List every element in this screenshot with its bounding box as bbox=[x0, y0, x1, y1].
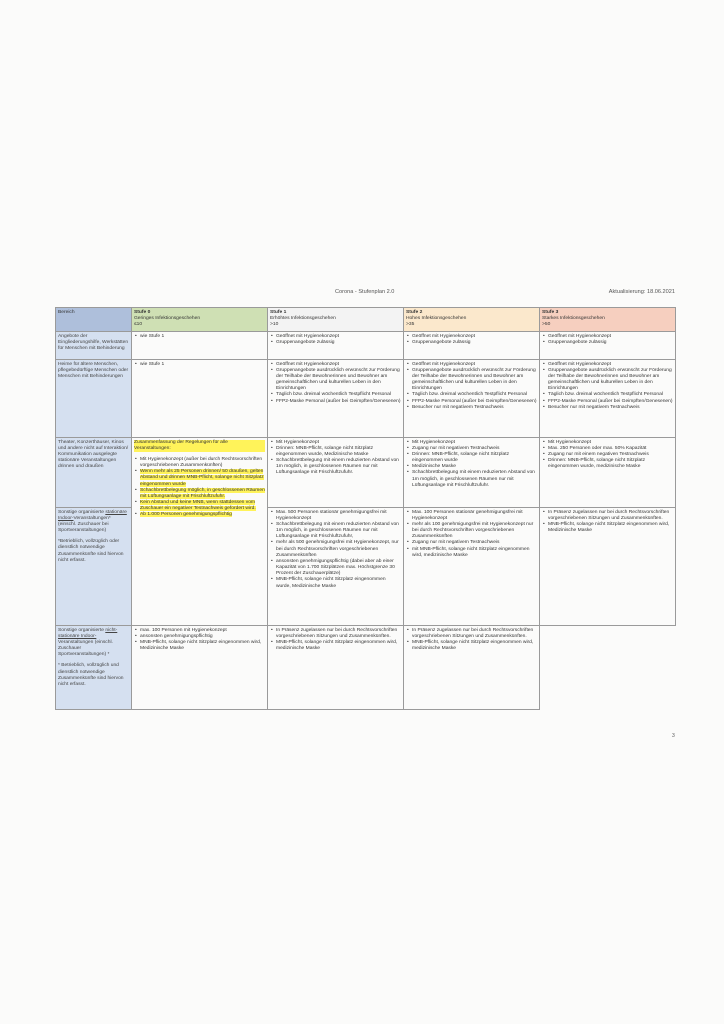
list-item: • Gruppenangebote zulässig bbox=[276, 340, 401, 346]
list-item: • Geöffnet mit Hygienekonzept bbox=[412, 334, 537, 340]
cell-stufe-3 bbox=[540, 332, 676, 360]
list-item: • wie Stufe 1 bbox=[140, 362, 265, 368]
cell-stufe-1 bbox=[268, 332, 404, 360]
header-stufe-0 bbox=[132, 308, 268, 332]
cell-stufe-3 bbox=[540, 360, 676, 438]
list-item: • Zugang nur mit negativem Testnachweis bbox=[412, 446, 537, 452]
list-item: • Schachbrettbelegung mit einem reduzierten Abstand von 1m möglich, in geschlossenen Räumen nur mit Lüftungsanlage mit Frischluftzufuhr, bbox=[276, 522, 401, 541]
list-item: • mehr als 100 genehmigungsfrei mit Hygienekonzept nur bei durch Rechtsvorschriften vorgeschriebenen Zusammenkünften bbox=[412, 522, 537, 541]
list-item: • mit MNB-Pflicht, solange nicht Sitzplatz eingenommen wird, medizinische Maske bbox=[412, 547, 537, 559]
cell-stufe-0 bbox=[132, 360, 268, 438]
header-stufe-2 bbox=[404, 308, 540, 332]
list-item: • wie Stufe 1 bbox=[140, 334, 265, 340]
list-item: • Täglich bzw. dreimal wöchentlich Testpflicht Personal bbox=[276, 392, 401, 398]
stufe-value: >35 bbox=[406, 321, 415, 327]
list-item: • FFP2-Maske Personal (außer bei Geimpften/Genesenen) bbox=[548, 399, 673, 405]
cell-stufe-1 bbox=[132, 626, 268, 710]
area-cell: Angebote der Eingliederungshilfe, Werkstätten für Menschen mit Behinderung bbox=[56, 332, 132, 360]
stufe-value: >50 bbox=[542, 321, 551, 327]
stufe-label: Stufe 1 bbox=[270, 309, 287, 315]
stufe-value: ≤10 bbox=[134, 321, 143, 327]
summary-heading: Zusammenfassung der Regelungen für alle Veranstaltungen: bbox=[134, 440, 265, 452]
list-item: • ansonsten genehmigungspflichtig bbox=[140, 634, 265, 640]
header-stufe-3 bbox=[540, 308, 676, 332]
list-item: • MNB-Pflicht, solange nicht Sitzplatz eingenommen wurde, Medizinische Maske bbox=[276, 577, 401, 589]
list-item: • Mit Hygienekonzept bbox=[412, 440, 537, 446]
list-item: • Mit Hygienekonzept bbox=[276, 440, 401, 446]
area-cell: Sonstige organisierte stationäre Indoor-Veranstaltungen* (einschl. Zuschauer bei Sportveranstaltungen) *Betrieblich, vollzüglich oder dienstlich notwendige Zusammenkünfte sind hiervon nicht erfasst. bbox=[56, 508, 132, 626]
list-item: • MNB-Pflicht, solange nicht Sitzplatz eingenommen wird, Medizinische Maske bbox=[140, 640, 265, 652]
stufe-value: >10 bbox=[270, 321, 279, 327]
list-item: • In Präsenz zugelassen nur bei durch Rechtsvorschriften vorgeschriebenen Sitzungen und Zusammenkünften. bbox=[276, 628, 401, 640]
list-item: • In Präsenz zugelassen nur bei durch Rechtsvorschriften vorgeschriebenen Sitzungen und Zusammenkünften. bbox=[412, 628, 537, 640]
list-item: • FFP2-Maske Personal (außer bei Geimpften/Genesenen) bbox=[276, 399, 401, 405]
area-cell: Heime für ältere Menschen, pflegebedürftige Menschen oder Menschen mit Behinderungen bbox=[56, 360, 132, 438]
update-date: Aktualisierung: 18.06.2021 bbox=[608, 289, 675, 295]
cell-stufe-2 bbox=[404, 438, 540, 508]
list-item: • Zugang nur mit negativem Testnachweis bbox=[412, 540, 537, 546]
list-item: • Max. 100 Personen stationär genehmigungsfrei mit Hygienekonzept bbox=[412, 510, 537, 522]
header-stufe-1 bbox=[268, 308, 404, 332]
table-row bbox=[56, 360, 676, 438]
page-number: 3 bbox=[672, 733, 675, 739]
document-title: Corona - Stufenplan 2.0 bbox=[335, 289, 395, 295]
cell-stufe-1 bbox=[268, 508, 404, 626]
cell-stufe-1 bbox=[268, 438, 404, 508]
list-item-highlighted: • Ab 1.000 Personen genehmigungspflichtig bbox=[140, 512, 265, 518]
area-footnote: *Betrieblich, vollzüglich oder dienstlich notwendige Zusammenkünfte sind hiervon nicht erfasst. bbox=[58, 539, 124, 563]
list-item: • Täglich bzw. dreimal wöchentlich Testpflicht Personal bbox=[548, 392, 673, 398]
list-item-highlighted: • Wenn mehr als 25 Personen drinnen/ 50 draußen, gelten Abstand und drinnen MNB-Pflicht, solange nicht Sitzplatz eingenommen wurde bbox=[140, 469, 265, 488]
stufe-desc: Erhöhtes Infektionsgeschehen bbox=[270, 315, 336, 321]
list-item: • Gruppenangebote zulässig bbox=[412, 340, 537, 346]
cell-stufe-3 bbox=[404, 626, 540, 710]
list-item-highlighted: • Kein Abstand und keine MNB, wenn stattdessen vom Zuschauer ein negativer Testnachweis gefordert wird. bbox=[140, 500, 265, 512]
header-bereich: Bereich bbox=[56, 308, 132, 332]
stufenplan-table bbox=[55, 307, 676, 710]
table-row bbox=[56, 438, 676, 508]
stufe-label: Stufe 2 bbox=[406, 309, 423, 315]
list-item: • Max. 500 Personen stationär genehmigungsfrei mit Hygienekonzept bbox=[276, 510, 401, 522]
stufe-desc: Starkes Infektionsgeschehen bbox=[542, 315, 605, 321]
list-item: • FFP2-Maske Personal (außer bei Geimpften/Genesenen) bbox=[412, 399, 537, 405]
cell-stufe-0-summary bbox=[132, 438, 268, 626]
list-item: • Geöffnet mit Hygienekonzept bbox=[412, 362, 537, 368]
table-row bbox=[56, 332, 676, 360]
list-item-highlighted: • Schachbrettbelegung möglich, in geschlossenen Räumen mit Lüftungsanlage mit Frischluftzufuhr. bbox=[140, 488, 265, 500]
list-item: • Max. 250 Personen oder max. 50% Kapazität bbox=[548, 446, 673, 452]
list-item: • Drinnen: MNB-Pflicht, solange nicht Sitzplatz eingenommen wurde, medizinische Maske bbox=[548, 458, 673, 470]
table-row bbox=[56, 626, 676, 710]
list-item: • Medizinische Maske bbox=[412, 464, 537, 470]
list-item: • MNB-Pflicht, solange nicht Sitzplatz eingenommen wird, medizinische Maske bbox=[412, 640, 537, 652]
list-item: • In Präsenz zugelassen nur bei durch Rechtsvorschriften vorgeschriebenen Sitzungen und Zusammenkünften. bbox=[548, 510, 673, 522]
area-underlined: stationäre Indoor- bbox=[58, 509, 127, 521]
list-item: • Schachbrettbelegung mit einem reduzierten Abstand von 1m möglich, in geschlossenen Räumen nur mit Lüftungsanlage mit Frischluftzufuhr. bbox=[276, 458, 401, 477]
header-row bbox=[56, 308, 676, 332]
list-item: • Gruppenangebote ausdrücklich erwünscht zur Förderung der Teilhabe der Bewohnerinnen und Bewohner am gemeinschaftlichen und kulturellen Leben in den Einrichtungen bbox=[412, 368, 537, 393]
area-footnote: * Betrieblich, vollzüglich und dienstlich notwendige Zusammenkünfte sind hiervon nicht erfasst. bbox=[58, 663, 124, 687]
list-item: • Schachbrettbelegung mit einem reduzierten Abstand von 1m möglich, in geschlossenen Räumen nur mit Lüftungsanlage mit Frischluftzufuhr. bbox=[412, 470, 537, 489]
list-item: • max. 100 Personen mit Hygienekonzept bbox=[140, 628, 265, 634]
list-item: • Gruppenangebote ausdrücklich erwünscht zur Förderung der Teilhabe der Bewohnerinnen und Bewohner am gemeinschaftlichen und kulturellen Leben in den Einrichtungen bbox=[548, 368, 673, 393]
list-item: • Geöffnet mit Hygienekonzept bbox=[548, 362, 673, 368]
stufe-label: Stufe 3 bbox=[542, 309, 559, 315]
list-item: • Geöffnet mit Hygienekonzept bbox=[276, 362, 401, 368]
list-item: • Gruppenangebote ausdrücklich erwünscht zur Förderung der Teilhabe der Bewohnerinnen und Bewohner am gemeinschaftlichen und kulturellen Leben in den Einrichtungen bbox=[276, 368, 401, 393]
cell-stufe-3 bbox=[540, 508, 676, 626]
list-item: • Drinnen: MNB-Pflicht, solange nicht Sitzplatz eingenommen wurde, Medizinische Maske bbox=[276, 446, 401, 458]
cell-stufe-0 bbox=[132, 332, 268, 360]
area-cell: Sonstige organisierte nicht-stationäre Indoor-Veranstaltungen (einschl. Zuschauer Sportveranstaltungen) * * Betrieblich, vollzüglich und dienstlich notwendige Zusammenkünfte sind hiervon nicht erfasst. bbox=[56, 626, 132, 710]
cell-stufe-3 bbox=[540, 438, 676, 508]
cell-stufe-2 bbox=[404, 332, 540, 360]
cell-stufe-2 bbox=[268, 626, 404, 710]
cell-stufe-2 bbox=[404, 360, 540, 438]
list-item: • MNB-Pflicht, solange nicht Sitzplatz eingenommen wird, medizinische Maske bbox=[276, 640, 401, 652]
list-item: • Geöffnet mit Hygienekonzept bbox=[276, 334, 401, 340]
list-item: • MNB-Pflicht, solange nicht Sitzplatz eingenommen wird, Medizinische Maske bbox=[548, 522, 673, 534]
stufe-desc: Geringes Infektionsgeschehen bbox=[134, 315, 201, 321]
list-item: • Drinnen: MNB-Pflicht, solange nicht Sitzplatz eingenommen wurde bbox=[412, 452, 537, 464]
area-underlined: nicht-stationäre Indoor- bbox=[58, 627, 118, 639]
list-item: • Zugang nur mit einem negativen Testnachweis bbox=[548, 452, 673, 458]
area-cell: Theater, Konzerthäuser, Kinos und andere nicht auf Interaktion/ Kommunikation ausgelegte stationäre Veranstaltungen drinnen und draußen bbox=[56, 438, 132, 508]
list-item: • Mit Hygienekonzept (außer bei durch Rechtsvorschriften vorgeschriebenen Zusammenkünften) bbox=[140, 457, 265, 469]
list-item: • mehr als 500 genehmigungsfrei mit Hygienekonzept, nur bei durch Rechtsvorschriften vorgeschriebenen Zusammenkünften bbox=[276, 540, 401, 559]
stufe-desc: Hohes Infektionsgeschehen bbox=[406, 315, 467, 321]
list-item: • Mit Hygienekonzept bbox=[548, 440, 673, 446]
list-item: • Geöffnet mit Hygienekonzept bbox=[548, 334, 673, 340]
list-item: • Besucher nur mit negativem Testnachweis bbox=[412, 405, 537, 411]
cell-stufe-2 bbox=[404, 508, 540, 626]
list-item: • ansonsten genehmigungspflichtig (dabei aber ab einer Kapazität von 1.700 Sitzplätzen max. Höchstgrenze 30 Prozent der Zuschauerplätze) bbox=[276, 559, 401, 578]
list-item: • Besucher nur mit negativem Testnachweis bbox=[548, 405, 673, 411]
stufe-label: Stufe 0 bbox=[134, 309, 151, 315]
list-item: • Gruppenangebote zulässig bbox=[548, 340, 673, 346]
cell-stufe-1 bbox=[268, 360, 404, 438]
list-item: • Täglich bzw. dreimal wöchentlich Testpflicht Personal bbox=[412, 392, 537, 398]
